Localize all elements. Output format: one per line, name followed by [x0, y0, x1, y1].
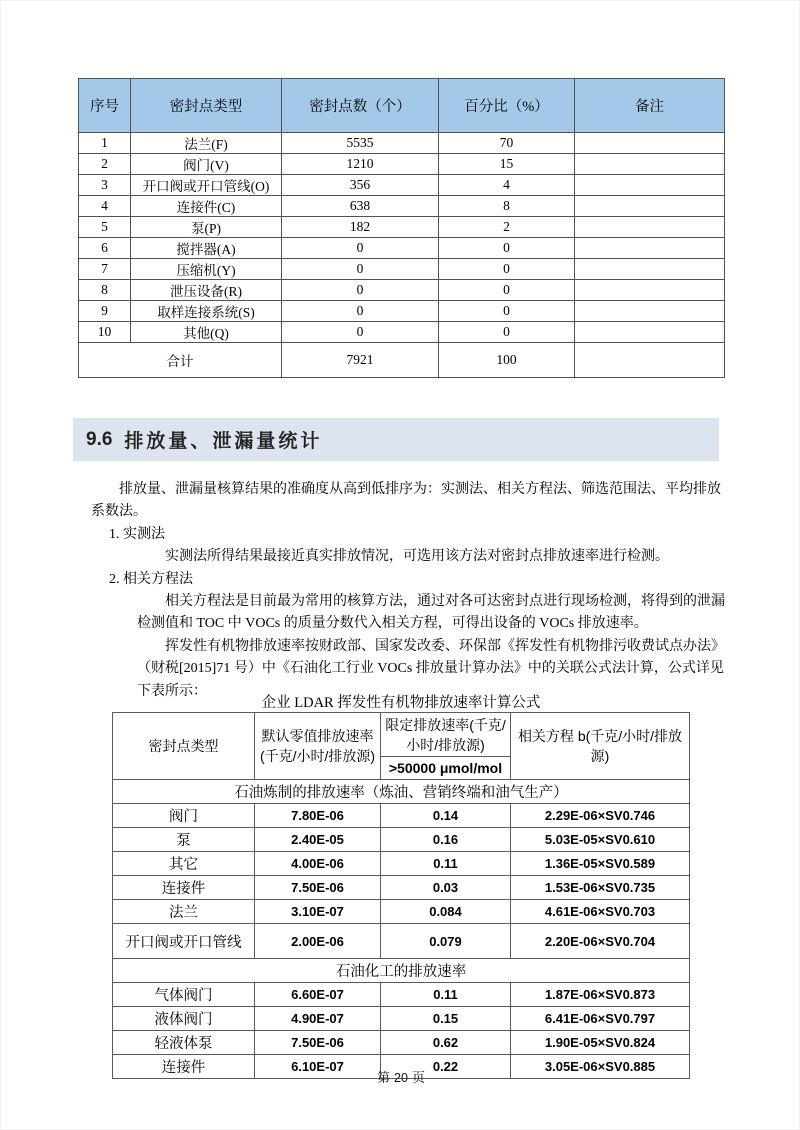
default-rate-cell: 7.50E-06 [255, 876, 381, 900]
list-item-2-text: 相关方程法是目前最为常用的核算方法，通过对各可达密封点进行现场检测，将得到的泄漏检测值和 TOC 中 VOCs 的质量分数代入相关方程，可得出设备的 VOCs 排放速率。 [137, 594, 725, 632]
limit-rate-cell: 0.11 [381, 852, 511, 876]
limit-rate-cell: 0.079 [381, 924, 511, 959]
table-header-row [113, 713, 690, 757]
seq-cell: 9 [79, 301, 131, 322]
limit-rate-cell: 0.16 [381, 828, 511, 852]
table-row [79, 154, 725, 175]
equation-cell: 4.61E-06×SV0.703 [511, 900, 690, 924]
table-row [113, 983, 690, 1007]
note-cell [575, 133, 725, 154]
type-cell: 搅拌器(A) [131, 238, 282, 259]
table-row [113, 900, 690, 924]
count-cell: 356 [282, 175, 439, 196]
note-cell [575, 154, 725, 175]
emission-rate-formula-table [112, 712, 690, 1079]
table-row [113, 852, 690, 876]
limit-rate-cell: 0.15 [381, 1007, 511, 1031]
table2-caption: 企业 LDAR 挥发性有机物排放速率计算公式 [261, 695, 541, 711]
section-row-refining [113, 780, 690, 804]
default-rate-cell: 3.10E-07 [255, 900, 381, 924]
equation-cell: 1.53E-06×SV0.735 [511, 876, 690, 900]
table-row [79, 196, 725, 217]
seal-point-statistics-table [78, 78, 725, 378]
seq-cell: 3 [79, 175, 131, 196]
note-cell [575, 175, 725, 196]
total-count-cell: 7921 [282, 343, 439, 378]
col-header-default-rate: 默认零值排放速率(千克/小时/排放源) [255, 713, 381, 780]
table-row [79, 217, 725, 238]
type-cell: 液体阀门 [113, 1007, 255, 1031]
limit-rate-cell: 0.03 [381, 876, 511, 900]
table-row [79, 280, 725, 301]
default-rate-cell: 6.60E-07 [255, 983, 381, 1007]
type-cell: 开口阀或开口管线(O) [131, 175, 282, 196]
percent-cell: 4 [439, 175, 575, 196]
percent-cell: 70 [439, 133, 575, 154]
section-row-petrochemical [113, 959, 690, 983]
note-cell [575, 217, 725, 238]
count-cell: 1210 [282, 154, 439, 175]
type-cell: 取样连接系统(S) [131, 301, 282, 322]
type-cell: 阀门 [113, 804, 255, 828]
type-cell: 轻液体泵 [113, 1031, 255, 1055]
count-cell: 0 [282, 301, 439, 322]
count-cell: 0 [282, 322, 439, 343]
list-item-1-label: 1. 实测法 [109, 526, 165, 542]
seq-cell: 8 [79, 280, 131, 301]
count-cell: 638 [282, 196, 439, 217]
type-cell: 压缩机(Y) [131, 259, 282, 280]
table-row [113, 876, 690, 900]
type-cell: 法兰(F) [131, 133, 282, 154]
equation-cell: 3.05E-06×SV0.885 [511, 1055, 690, 1079]
table-row [79, 301, 725, 322]
percent-cell: 0 [439, 280, 575, 301]
note-cell [575, 238, 725, 259]
col-header-percent: 百分比（%） [439, 79, 575, 133]
section-title-cell: 石油化工的排放速率 [113, 959, 690, 983]
default-rate-cell: 6.10E-07 [255, 1055, 381, 1079]
paragraph-regulation: 挥发性有机物排放速率按财政部、国家发改委、环保部《挥发性有机物排污收费试点办法》（财税[2015]71 号）中《石油化工行业 VOCs 排放量计算办法》中的关联公式法计算，公式详见下表所示： [137, 638, 725, 699]
total-note-cell [575, 343, 725, 378]
table-row [79, 259, 725, 280]
equation-cell: 2.20E-06×SV0.704 [511, 924, 690, 959]
table-row [79, 175, 725, 196]
total-percent-cell: 100 [439, 343, 575, 378]
note-cell [575, 301, 725, 322]
table-row [113, 828, 690, 852]
paragraph-accuracy-order: 排放量、泄漏量核算结果的准确度从高到低排序为：实测法、相关方程法、筛选范围法、平均排放系数法。 [91, 482, 721, 520]
type-cell: 泵 [113, 828, 255, 852]
seq-cell: 10 [79, 322, 131, 343]
table-row [79, 238, 725, 259]
default-rate-cell: 4.90E-07 [255, 1007, 381, 1031]
section-heading [73, 418, 719, 461]
list-item-1-text: 实测法所得结果最接近真实排放情况，可选用该方法对密封点排放速率进行检测。 [165, 549, 669, 565]
type-cell: 其它 [113, 852, 255, 876]
col-header-equation: 相关方程 b(千克/小时/排放源) [511, 713, 690, 780]
count-cell: 0 [282, 238, 439, 259]
percent-cell: 0 [439, 322, 575, 343]
count-cell: 0 [282, 280, 439, 301]
section-title: 排放量、泄漏量统计 [124, 431, 323, 452]
col-header-type: 密封点类型 [131, 79, 282, 133]
default-rate-cell: 2.40E-05 [255, 828, 381, 852]
percent-cell: 0 [439, 301, 575, 322]
default-rate-cell: 4.00E-06 [255, 852, 381, 876]
note-cell [575, 280, 725, 301]
type-cell: 开口阀或开口管线 [113, 924, 255, 959]
limit-rate-cell: 0.14 [381, 804, 511, 828]
type-cell: 法兰 [113, 900, 255, 924]
footer-prefix: 第 [377, 1070, 391, 1085]
default-rate-cell: 7.80E-06 [255, 804, 381, 828]
equation-cell: 1.87E-06×SV0.873 [511, 983, 690, 1007]
default-rate-cell: 7.50E-06 [255, 1031, 381, 1055]
table-row [79, 133, 725, 154]
type-cell: 泄压设备(R) [131, 280, 282, 301]
table-row [79, 322, 725, 343]
percent-cell: 8 [439, 196, 575, 217]
equation-cell: 5.03E-05×SV0.610 [511, 828, 690, 852]
table-total-row [79, 343, 725, 378]
seq-cell: 4 [79, 196, 131, 217]
count-cell: 5535 [282, 133, 439, 154]
limit-rate-cell: 0.62 [381, 1031, 511, 1055]
limit-rate-cell: 0.11 [381, 983, 511, 1007]
percent-cell: 0 [439, 259, 575, 280]
equation-cell: 2.29E-06×SV0.746 [511, 804, 690, 828]
percent-cell: 0 [439, 238, 575, 259]
type-cell: 泵(P) [131, 217, 282, 238]
col-header-count: 密封点数（个） [282, 79, 439, 133]
count-cell: 0 [282, 259, 439, 280]
footer-suffix: 页 [411, 1070, 425, 1085]
total-label-cell: 合计 [79, 343, 282, 378]
table-row [113, 804, 690, 828]
equation-cell: 1.90E-05×SV0.824 [511, 1031, 690, 1055]
type-cell: 连接件(C) [131, 196, 282, 217]
table-row [113, 1007, 690, 1031]
limit-rate-cell: 0.084 [381, 900, 511, 924]
percent-cell: 15 [439, 154, 575, 175]
col-header-note: 备注 [575, 79, 725, 133]
percent-cell: 2 [439, 217, 575, 238]
col-header-limit-rate: 限定排放速率(千克/小时/排放源) [381, 713, 511, 757]
col-header-seq: 序号 [79, 79, 131, 133]
default-rate-cell: 2.00E-06 [255, 924, 381, 959]
type-cell: 阀门(V) [131, 154, 282, 175]
col-header-type: 密封点类型 [113, 713, 255, 780]
table-row [113, 924, 690, 959]
section-title-cell: 石油炼制的排放速率（炼油、营销终端和油气生产） [113, 780, 690, 804]
type-cell: 连接件 [113, 1055, 255, 1079]
col-subheader-threshold: >50000 μmol/mol [381, 757, 511, 780]
type-cell: 其他(Q) [131, 322, 282, 343]
seq-cell: 1 [79, 133, 131, 154]
table-row [113, 1031, 690, 1055]
type-cell: 连接件 [113, 876, 255, 900]
seq-cell: 2 [79, 154, 131, 175]
note-cell [575, 196, 725, 217]
type-cell: 气体阀门 [113, 983, 255, 1007]
note-cell [575, 259, 725, 280]
seq-cell: 6 [79, 238, 131, 259]
seq-cell: 5 [79, 217, 131, 238]
list-item-2-label: 2. 相关方程法 [109, 571, 193, 587]
equation-cell: 6.41E-06×SV0.797 [511, 1007, 690, 1031]
limit-rate-cell: 0.22 [381, 1055, 511, 1079]
page-number: 20 [394, 1071, 408, 1085]
body-text [91, 479, 731, 703]
seq-cell: 7 [79, 259, 131, 280]
page-footer [1, 1067, 800, 1086]
equation-cell: 1.36E-05×SV0.589 [511, 852, 690, 876]
table-header-row [79, 79, 725, 133]
section-number: 9.6 [86, 428, 113, 450]
note-cell [575, 322, 725, 343]
count-cell: 182 [282, 217, 439, 238]
